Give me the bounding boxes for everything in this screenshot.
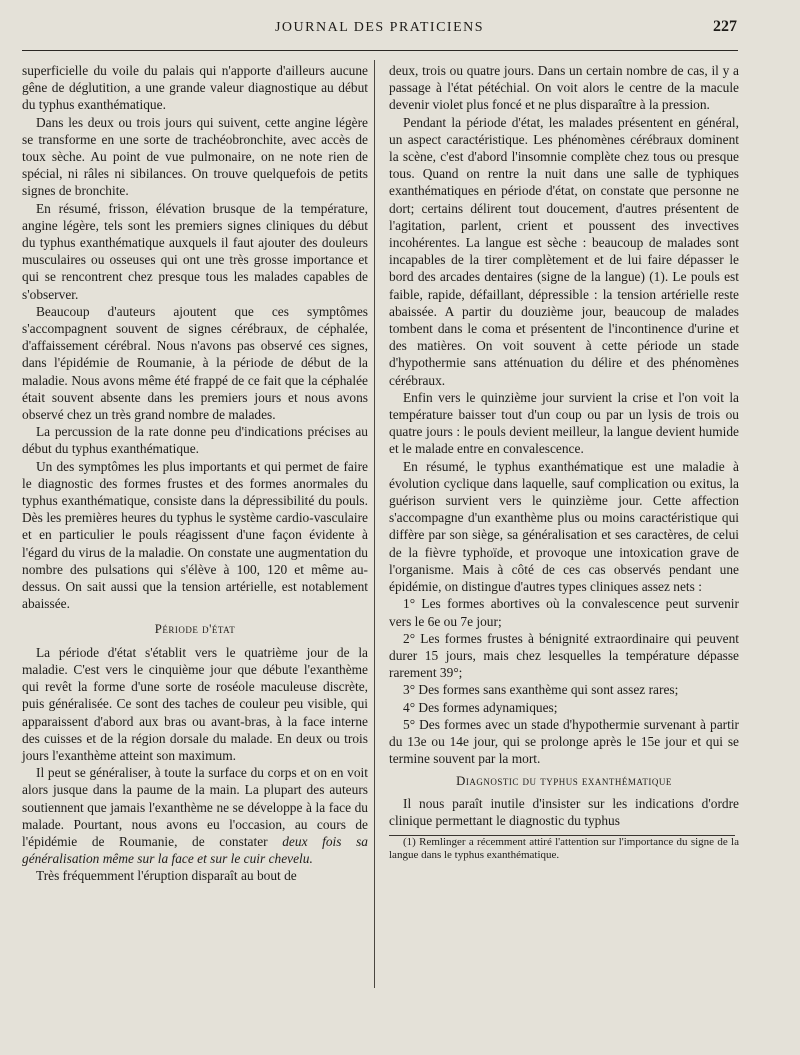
running-title: JOURNAL DES PRATICIENS [274, 20, 485, 35]
header-rule [22, 50, 738, 51]
paragraph: Beaucoup d'auteurs ajoutent que ces symptômes s'accompagnent souvent de signes cérébraux, de céphalée, d'affaissement cérébral. Nous n'avons pas observé ces signes, dans l'épidémie de Roumanie, à la période de début de la maladie. Nous avons même été frappé de ce fait que la céphalée était souvent absente dans les premiers jours et nous avons observé chez un très grand nombre de malades. [22, 303, 368, 423]
paragraph: Dans les deux ou trois jours qui suivent, cette angine légère se transforme en une sorte de trachéobronchite, avec accès de toux sèche. Au point de vue pulmonaire, on ne note rien de spécial, ni râles ni sibilances. On trouve quelquefois de petits signes de bronchite. [22, 114, 368, 199]
list-item: 2° Les formes frustes à bénignité extraordinaire qui peuvent durer 15 jours, mais chez lesquelles la température dépasse rarement 39°; [389, 630, 739, 681]
list-item: 3° Des formes sans exanthème qui sont assez rares; [403, 682, 679, 698]
paragraph: En résumé, frisson, élévation brusque de la température, angine légère, tels sont les premiers signes cliniques du début du typhus exanthématique auxquels il faut ajouter des douleurs musculaires ou osseuses qui ont une très grosse importance et qui se rencontrent chez presque tous les malades capables de s'observer. [22, 200, 368, 302]
paragraph: Un des symptômes les plus importants et qui permet de faire le diagnostic des formes frustes et des formes anormales du typhus exanthématique, consiste dans la dépressibilité du pouls. Dès les premières heures du typhus le système cardio-vasculaire et en particulier le pouls réagissent d'une façon évidente à l'égard du virus de la maladie. On constate une augmentation du nombre des pulsations qui s'élève à 100, 120 et même au-dessus. On sait aussi que la tension artérielle, est notablement abaissée. [22, 458, 368, 612]
page-number: 227 [713, 18, 737, 35]
list-item: 4° Des formes adynamiques; [403, 699, 558, 715]
footnote: (1) Remlinger a récemment attiré l'attention sur l'importance du signe de la langue dans le typhus exanthématique. [389, 835, 739, 861]
paragraph: Très fréquemment l'éruption disparaît au bout de [36, 868, 297, 884]
left-column [22, 62, 368, 885]
paragraph: Il nous paraît inutile d'insister sur les indications d'ordre clinique permettant le diagnostic du typhus [389, 795, 739, 828]
section-heading: Diagnostic du typhus exanthématique [456, 774, 672, 789]
list-item: 5° Des formes avec un stade d'hypothermie survenant à partir du 13e ou 14e jour, qui se prolonge après le 15e jour et qui se termine souvent par la mort. [389, 716, 739, 767]
paragraph: superficielle du voile du palais qui n'apporte d'ailleurs aucune gêne de déglutition, a une grande valeur diagnostique au début du typhus exanthématique. [22, 63, 368, 113]
paragraph: La percussion de la rate donne peu d'indications précises au début du typhus exanthématique. [22, 424, 368, 457]
paragraph-text: Il peut se généraliser, à toute la surface du corps et on en voit alors jusque dans la paume de la main. La plupart des auteurs soutiennent que jamais l'exanthème ne se développe à la face du malade. Pourtant, nous avons eu l'occasion, au cours de l'épidémie de Roumanie, de constater [22, 765, 368, 849]
list-item: 1° Les formes abortives où la convalescence peut survenir vers le 6e ou 7e jour; [389, 596, 739, 629]
paragraph: Enfin vers le quinzième jour survient la crise et l'on voit la température baisser tout d'un coup ou par un lysis de trois ou quatre jours : le pouls devient meilleur, la langue devient humide et le malade entre en convalescence. [389, 389, 739, 457]
paragraph [22, 764, 368, 867]
italic-text: deux fois sa généralisation même sur la face et sur le cuir chevelu. [22, 833, 368, 867]
column-divider [374, 60, 375, 988]
section-heading: Période d'état [154, 621, 236, 636]
paragraph: En résumé, le typhus exanthématique est une maladie à évolution cyclique dans laquelle, sauf complication ou exitus, la guérison survient vers le quinzième jour. Cette affection s'accompagne d'un exanthème plus ou moins caractéristique qui diffère par son siège, sa généralisation et ses caractères, de celui de la fièvre typhoïde, et provoque une intoxication grave de l'organisme. Mais à côté de ces cas observés pendant une épidémie, on distingue d'autres types cliniques assez nets : [389, 458, 739, 595]
paragraph: Pendant la période d'état, les malades présentent en général, un aspect caractéristique. Les phénomènes cérébraux dominent la scène, c'est d'abord l'insomnie complète chez tous ou presque tous. Quand on rentre la nuit dans une salle de typhiques exanthématiques en période d'état, on constate que personne ne dort; certains délirent tout doucement, d'autres présentent de l'agitation, parlent, crient et poussent des invectives incohérentes. La langue est sèche : beaucoup de malades sont incapables de la tirer complètement et de lui faire dépasser le bord des arcades dentaires (signe de la langue) (1). Le pouls est faible, rapide, défaillant, dépressible : la tension artérielle reste abaissée. A partir du douzième jour, beaucoup de malades tombent dans le coma et présentent de l'incontinence d'urine et des matières. On voit souvent à cette période un stade d'hypothermie sans atténuation du délire et des phénomènes cérébraux. [389, 114, 739, 388]
paragraph: La période d'état s'établit vers le quatrième jour de la maladie. C'est vers le cinquième jour que débute l'exanthème qui revêt la forme d'une sorte de roséole maculeuse discrète, puis généralisée. Ce sont des taches de couleur peu visible, qui apparaissent d'abord aux bras ou avant-bras, à la face interne des cuisses et de la région dorsale du malade. En deux ou trois jours l'exanthème atteint son maximum. [22, 644, 368, 763]
right-column [389, 62, 739, 862]
paragraph: deux, trois ou quatre jours. Dans un certain nombre de cas, il y a passage à l'état pétéchial. On voit alors le centre de la macule devenir violet plus foncé et ne plus disparaître à la pression. [389, 63, 739, 113]
page-header [22, 14, 737, 48]
